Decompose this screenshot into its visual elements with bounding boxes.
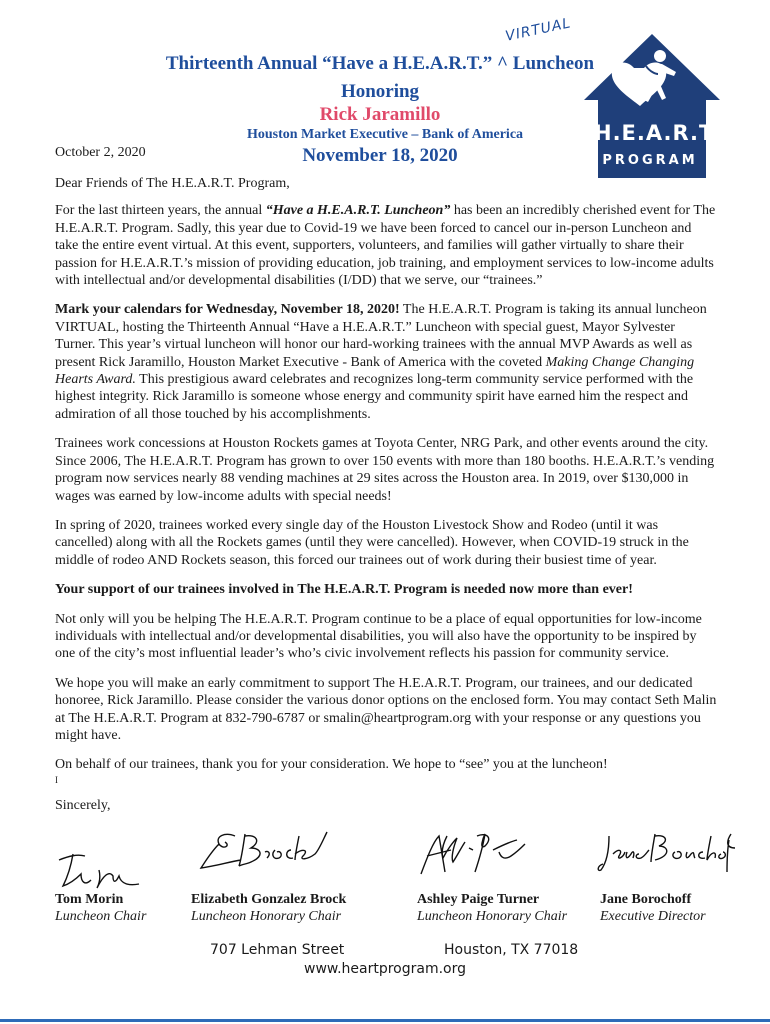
signatory-role: Executive Director	[600, 909, 706, 924]
signatory-role: Luncheon Honorary Chair	[417, 909, 568, 924]
honoree-name: Rick Jaramillo	[319, 104, 441, 125]
paragraph-8: On behalf of our trainees, thank you for your consideration. We hope to “see” you at the luncheon!	[55, 757, 608, 773]
paragraph-1	[55, 202, 717, 289]
footer-website[interactable]: www.heartprogram.org	[304, 961, 466, 977]
signature-block	[55, 822, 735, 942]
salutation: Dear Friends of The H.E.A.R.T. Program,	[55, 176, 290, 191]
award-name: Making Change Changing Hearts Award.	[55, 354, 695, 388]
footer-rule	[0, 1019, 770, 1022]
stray-mark: I	[55, 774, 58, 785]
footer-street-address: 707 Lehman Street	[210, 942, 345, 958]
paragraph-4: In spring of 2020, trainees worked every single day of the Houston Livestock Show and Rodeo (until it was cancelled) along with all the Rockets games (until they were cancelled). However, when COVID-19 struck in the middle of rodeo AND Rockets season, this forced our trainees out of work during their busiest time of year.	[55, 517, 689, 568]
paragraph-6: Not only will you be helping The H.E.A.R.T. Program continue to be a place of equal opportunities for low-income individuals with intellectual and/or developmental disabilities, you will also have the opportunity to be inspired by one of the city’s most influential leader’s who’s civic involvement reflects his passion for community service.	[55, 611, 702, 662]
logo-text-heart: H.E.A.R.T	[594, 121, 715, 145]
event-date: November 18, 2020	[302, 145, 458, 166]
signatory-name: Elizabeth Gonzalez Brock	[191, 892, 347, 907]
p2-text-b: This prestigious award celebrates and recognizes long-term community service performed with the highest integrity. Rick Jaramillo is someone whose energy and community spirit have earned him the respect and admiration of all those touched by his accomplishments.	[55, 372, 694, 422]
letter-date: October 2, 2020	[55, 145, 146, 160]
signature-elizabeth-brock	[195, 826, 335, 881]
closing: Sincerely,	[55, 797, 111, 813]
signature-tom-morin	[55, 840, 150, 895]
handwritten-virtual-note: VIRTUAL	[504, 15, 573, 45]
signatory-name: Jane Borochoff	[600, 892, 692, 907]
luncheon-name-emphasis: “Have a H.E.A.R.T. Luncheon”	[265, 203, 451, 219]
signatory-role: Luncheon Honorary Chair	[191, 909, 342, 924]
signatory-name: Ashley Paige Turner	[417, 892, 540, 907]
signature-jane-borochoff	[595, 826, 740, 881]
honoring-label: Honoring	[340, 81, 420, 102]
p1-text-b: has been an incredibly cherished event for The H.E.A.R.T. Program. Sadly, this year due to Covid-19 we have been forced to cancel our in-person Luncheon and take the entire event virtual. At this event, supporters, volunteers, and families will gather virtually to share their passion for H.E.A.R.T.’s mission of providing education, job training, and employment services to low-income adults with intellectual and/or developmental disabilities (I/DD) that we serve, our “trainees.”	[55, 203, 716, 289]
person-head-icon	[654, 50, 666, 62]
signature-ashley-turner	[413, 828, 533, 883]
p2-text-a: The H.E.A.R.T. Program is taking its annual luncheon VIRTUAL, hosting the Thirteenth Annual “Have a H.E.A.R.T.” Luncheon with special guest, Mayor Sylvester Turner. This year’s virtual luncheon will honor our hard-working trainees with the annual MVP Awards as well as present Rick Jaramillo, Houston Market Executive - Bank of America with the coveted	[55, 302, 707, 370]
p1-text-a: For the last thirteen years, the annual	[55, 203, 266, 219]
honoree-title: Houston Market Executive – Bank of America	[246, 127, 524, 142]
letterhead	[0, 0, 770, 180]
footer-city-address: Houston, TX 77018	[444, 942, 579, 958]
calendar-callout: Mark your calendars for Wednesday, November 18, 2020!	[55, 302, 400, 318]
paragraph-2	[55, 301, 717, 423]
paragraph-7: We hope you will make an early commitment to support The H.E.A.R.T. Program, our trainees, and our dedicated honoree, Rick Jaramillo. Please consider the various donor options on the enclosed form. You may contact Seth Malin at The H.E.A.R.T. Program at 832-790-6787 or smalin@heartprogram.org with your response or any questions you might have.	[55, 675, 717, 743]
event-title: Thirteenth Annual “Have a H.E.A.R.T.” ^ Luncheon	[165, 53, 595, 74]
logo-text-program: PROGRAM	[602, 153, 698, 168]
letter-body	[55, 175, 717, 826]
paragraph-3: Trainees work concessions at Houston Rockets games at Toyota Center, NRG Park, and other events around the city. Since 2006, The H.E.A.R.T. Program has grown to over 150 events with more than 180 booths. H.E.A.R.T.’s vending program now services nearly 88 vending machines at 29 sites across the Houston area. In 2019, over $130,000 in wages was earned by low-income adults with special needs!	[55, 436, 715, 504]
signatory-name: Tom Morin	[55, 892, 124, 907]
signatory-role: Luncheon Chair	[55, 909, 147, 924]
support-callout: Your support of our trainees involved in The H.E.A.R.T. Program is needed now more than ever!	[55, 582, 633, 598]
